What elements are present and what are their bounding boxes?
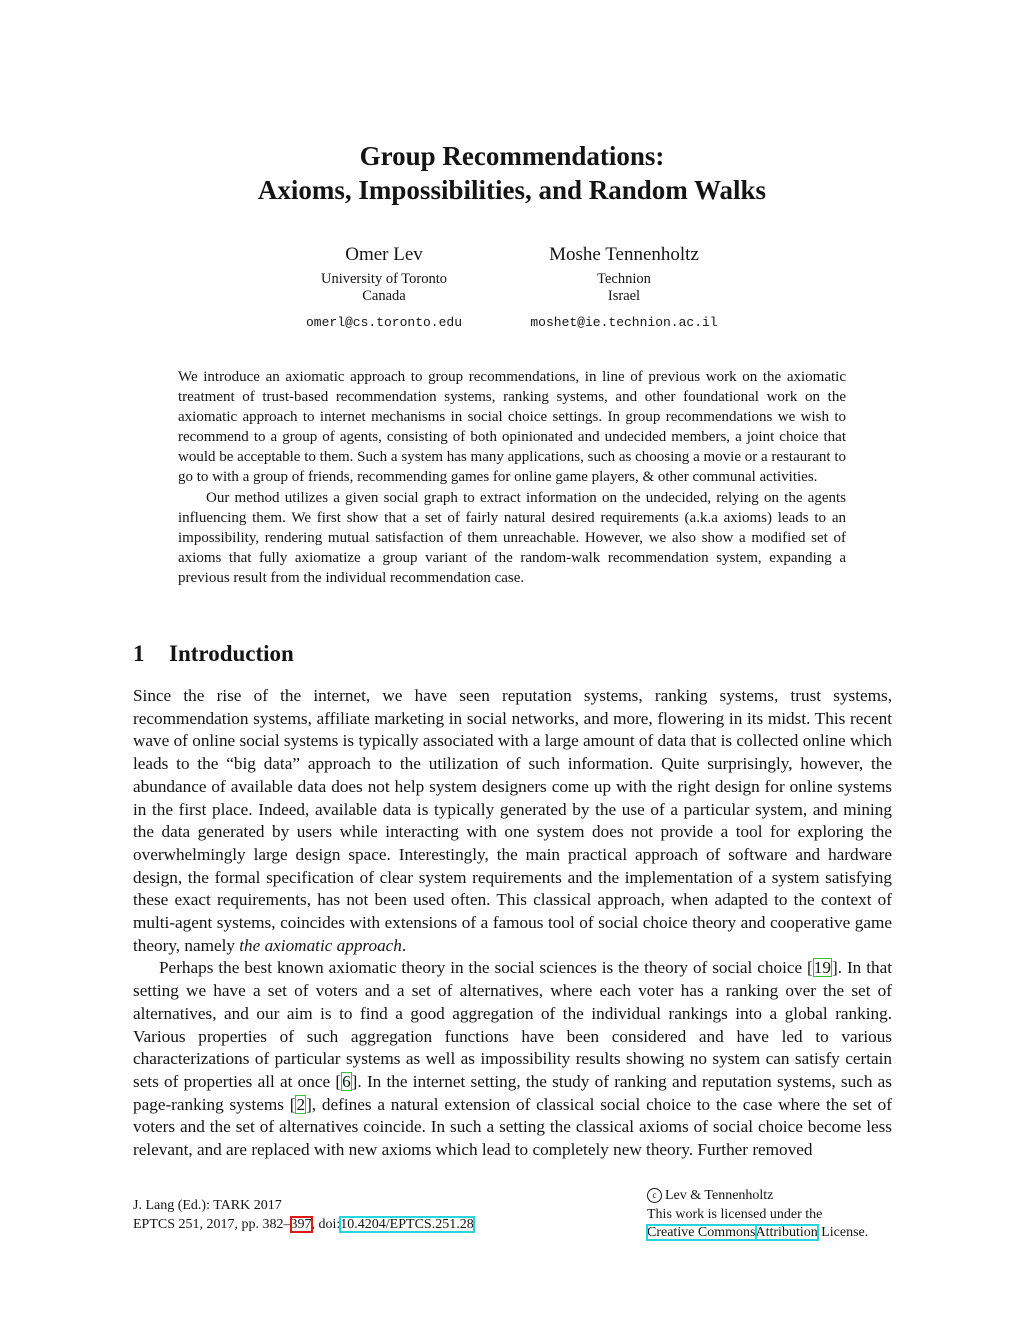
paragraph-text: ], defines a natural extension of classical social choice to the case where the set of voters and the set of alternatives coincide. In such a setting the classical axioms of social choice become less relevant, and are replaced with new axioms which lead to completely new theory. Further removed (133, 1094, 892, 1160)
license-info (647, 1187, 868, 1243)
publication-info (133, 1196, 474, 1234)
author-affiliation (494, 271, 754, 305)
abstract-paragraph-2: Our method utilizes a given social graph to extract information on the undecided, relying on the agents influencing them. We first show that a set of fairly natural desired requirements (a.k.a axioms) leads to an impossibility, rendering mutual satisfaction of them unreachable. However, we also show a modified set of axioms that fully axiomatize a group variant of the random-walk recommendation system, expanding a previous result from the individual recommendation case. (178, 489, 846, 586)
author-email: omerl@cs.toronto.edu (305, 315, 463, 330)
citation-link[interactable]: 19 (813, 958, 831, 978)
license-intro: This work is licensed under the (647, 1206, 823, 1222)
license-end: License. (817, 1225, 869, 1240)
license-line (647, 1224, 868, 1243)
copyright-icon: c (647, 1188, 662, 1203)
paragraph-text: ]. In that setting we have a set of voters and a set of alternatives, where each voter has a ranking over the set of alternatives, and our aim is to find a good aggregation of the individual rankings into a global ranking. Various properties of such aggregation functions have been considered and have led to various characterizations of particular systems as well as impossibility results showing no system can satisfy certain sets of properties all at once [ (133, 958, 892, 1091)
doi-link[interactable]: 10.4204/EPTCS.251.28 (340, 1217, 474, 1232)
last-page-link[interactable]: 397 (290, 1217, 312, 1232)
introduction-body (133, 685, 892, 1162)
abstract (178, 367, 846, 588)
author-block-1 (254, 243, 514, 331)
title-line-1: Group Recommendations: (359, 141, 665, 171)
paragraph-text: Perhaps the best known axiomatic theory in the social sciences is the theory of social choice [ (159, 958, 813, 978)
affiliation-institution: Technion (597, 271, 651, 287)
creative-commons-link[interactable]: Creative Commons (647, 1225, 756, 1240)
paragraph-text: Since the rise of the internet, we have seen reputation systems, ranking systems, trust systems, recommendation systems, affiliate marketing in social networks, and more, flowering in its midst. This recent wave of online social systems is typically associated with a large amount of data that is collected online which leads to the “big data” approach to the utilization of such information. Quite surprisingly, however, the abundance of available data does not help system designers come up with the right design for online systems in the first place. Indeed, available data is typically generated by the use of a particular system, and mining the data generated by users while interacting with one system does not provide a tool for exploring the overwhelmingly large design space. Interestingly, the main practical approach of software and hardware design, the formal specification of clear system requirements and the implementation of a system satisfying these exact requirements, has not been used often. This classical approach, when adapted to the context of multi-agent systems, coincides with extensions of a famous tool of social choice theory and cooperative game theory, namely (133, 686, 892, 955)
abstract-paragraph-1: We introduce an axiomatic approach to group recommendations, in line of previous work on the axiomatic treatment of trust-based recommendation systems, ranking systems, and other foundational work on the axiomatic approach to internet mechanisms in social choice settings. In group recommendations we wish to recommend to a group of agents, consisting of both opinionated and undecided members, a joint choice that would be acceptable to them. Such a system has many applications, such as choosing a movie or a restaurant to go to with a group of friends, recommending games for online game players, & other communal activities. (178, 369, 846, 486)
doi-label: , doi: (311, 1217, 341, 1232)
author-email: moshet@ie.technion.ac.il (530, 315, 718, 330)
copyright-holders: Lev & Tennenholtz (665, 1188, 774, 1203)
editor-line: J. Lang (Ed.): TARK 2017 (133, 1198, 282, 1213)
citation-link[interactable]: 6 (342, 1071, 351, 1091)
copyright-line (647, 1187, 868, 1206)
author-affiliation (254, 271, 514, 305)
series-text: EPTCS 251, 2017, pp. 382– (133, 1217, 291, 1232)
intro-paragraph-1 (133, 685, 892, 957)
affiliation-institution: University of Toronto (321, 271, 447, 287)
affiliation-country: Canada (362, 288, 406, 304)
section-title: Introduction (169, 641, 294, 666)
author-block-2 (494, 243, 754, 331)
intro-paragraph-2 (133, 957, 892, 1161)
affiliation-country: Israel (607, 288, 641, 304)
title-line-2: Axioms, Impossibilities, and Random Walks (257, 175, 767, 205)
attribution-link[interactable]: Attribution (755, 1225, 818, 1240)
paragraph-text: ]. In the internet setting, the study of ranking and reputation systems, such as page-ranking systems [ (133, 1071, 892, 1114)
author-name: Moshe Tennenholtz (549, 244, 699, 265)
paragraph-text: . (401, 935, 407, 955)
citation-link[interactable]: 2 (296, 1094, 306, 1114)
emphasized-term: the axiomatic approach (239, 935, 402, 955)
section-heading (133, 639, 294, 669)
author-name: Omer Lev (345, 244, 423, 265)
series-line (133, 1215, 474, 1234)
paper-title (0, 139, 1024, 207)
section-number: 1 (133, 641, 145, 666)
